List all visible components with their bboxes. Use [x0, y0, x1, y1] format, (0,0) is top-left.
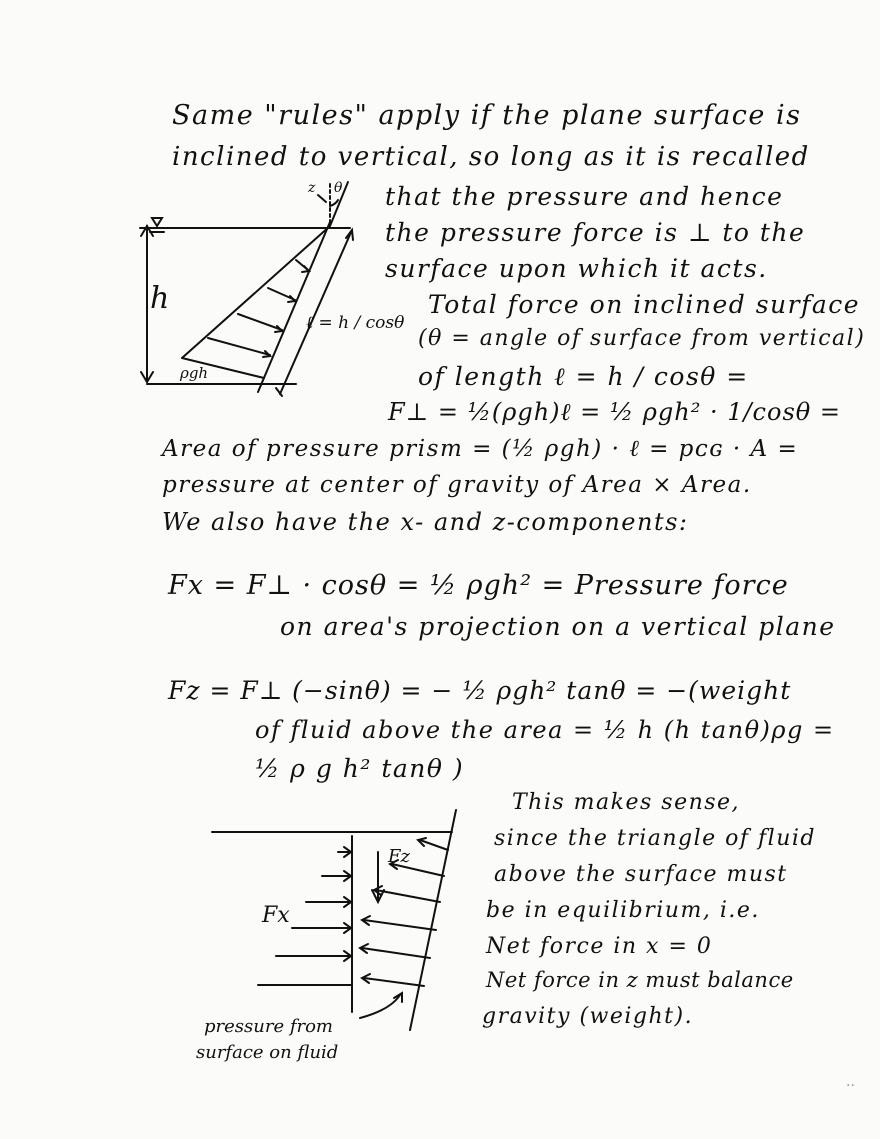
label-rho-g-h: ρgh [180, 364, 209, 382]
text-line-22: Net force in x = 0 [486, 934, 713, 959]
equation-fz: Fz = F⊥ (−sinθ) = − ½ ρgh² tanθ = −(weight [168, 676, 792, 705]
label-l-equals: ℓ = h / cosθ [306, 313, 405, 333]
text-line-11: pressure at center of gravity of Area × Area. [162, 472, 752, 498]
label-fx: Fx [262, 903, 290, 928]
equation-fx: Fx = F⊥ · cosθ = ½ ρgh² = Pressure force [168, 570, 789, 601]
text-line-8: of length ℓ = h / cosθ = [418, 362, 749, 391]
text-line-2: inclined to vertical, so long as it is recalled [172, 142, 810, 172]
caption-line-1: pressure from [204, 1016, 333, 1037]
text-line-10: Area of pressure prism = (½ ρgh) · ℓ = pᴄɢ · A = [162, 436, 799, 462]
label-z: z [308, 180, 316, 196]
text-line-7: (θ = angle of surface from vertical) [418, 326, 866, 351]
text-line-18: This makes sense, [512, 790, 741, 815]
label-h: h [150, 281, 170, 316]
text-line-17: ½ ρ g h² tanθ ) [255, 754, 465, 783]
text-line-21: be in equilibrium, i.e. [486, 898, 760, 923]
text-line-12: We also have the x- and z-components: [162, 508, 689, 536]
equation-f-perp: F⊥ = ½(ρgh)ℓ = ½ ρgh² · 1/cosθ = [388, 398, 841, 426]
text-line-5: surface upon which it acts. [385, 254, 768, 283]
text-line-3: that the pressure and hence [385, 182, 784, 211]
text-line-4: the pressure force is ⊥ to the [385, 218, 806, 247]
scan-mark: .. [846, 1074, 855, 1090]
caption-line-2: surface on fluid [196, 1042, 339, 1063]
text-line-19: since the triangle of fluid [494, 826, 817, 851]
text-line-6: Total force on inclined surface [428, 290, 861, 319]
label-theta: θ [334, 180, 343, 196]
text-line-24: gravity (weight). [482, 1004, 694, 1029]
text-line-20: above the surface must [494, 862, 788, 887]
text-line-1: Same "rules" apply if the plane surface is [172, 100, 802, 131]
text-line-14: on area's projection on a vertical plane [280, 612, 836, 641]
text-line-23: Net force in z must balance [486, 968, 794, 992]
label-fz: Fz [388, 846, 410, 867]
text-line-16: of fluid above the area = ½ h (h tanθ)ρg = [255, 716, 835, 744]
